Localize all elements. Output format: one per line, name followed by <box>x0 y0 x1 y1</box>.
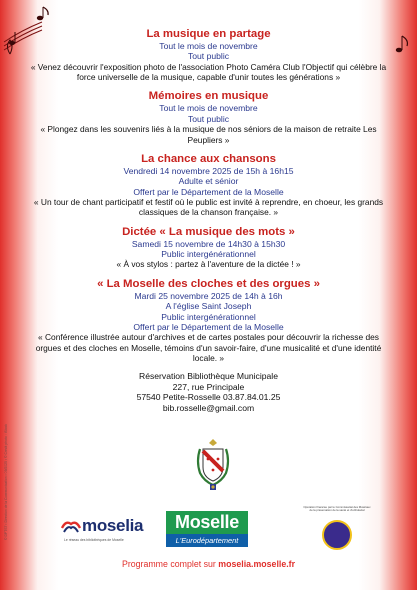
event-title: Mémoires en musique <box>148 90 269 103</box>
event-title: « La Moselle des cloches et des orgues » <box>97 277 320 290</box>
partner-badge-icon <box>322 520 352 550</box>
event-3 <box>28 153 389 218</box>
footer <box>0 559 417 569</box>
event-sponsor: Offert par le Département de la Moselle <box>133 186 284 197</box>
contact-block <box>28 371 389 413</box>
partner-logo[interactable] <box>302 506 372 566</box>
event-audience: Adulte et sénior <box>178 176 239 187</box>
event-title: La musique en partage <box>146 28 271 40</box>
contact-email[interactable]: bib.rosselle@gmail.com <box>162 402 255 413</box>
moselia-book-icon <box>60 514 82 536</box>
moselle-subline: L'Eurodépartement <box>166 534 248 547</box>
event-date: Tout le mois de novembre <box>159 103 258 114</box>
event-title: La chance aux chansons <box>141 152 276 165</box>
events-list <box>28 28 389 413</box>
moselle-wordmark: Moselle <box>166 511 248 534</box>
event-description: « Plongez dans les souvenirs liés à la musique de nos séniors de la maison de retraite Les Peupliers » <box>40 124 377 145</box>
event-audience: Tout public <box>187 51 230 62</box>
event-title: Dictée « La musique des mots » <box>122 225 295 238</box>
event-location: A l'église Saint Joseph <box>165 301 252 312</box>
side-credit: © DPTS7 • Direction de la Communication • 09/2025 • © Crédit photo : iStock <box>4 424 8 540</box>
event-description: « Un tour de chant participatif et festif où le public est invité à reprendre, en choeur, les grands classiques de la chanson française. » <box>33 197 384 218</box>
event-audience: Public intergénérationnel <box>161 311 256 322</box>
event-description: « Venez découvrir l'exposition photo de l'association Photo Caméra Club l'Objectif qui célèbre la force universelle de la musique, capable d'unir toutes les générations » <box>30 61 387 83</box>
partner-text: Opération financée par le Commissariat des Musicaux de la préservation de la santé et d'ortholarial <box>303 505 371 513</box>
event-sponsor: Offert par le Département de la Moselle <box>133 321 284 332</box>
event-4 <box>28 226 389 270</box>
moselle-logo[interactable] <box>166 511 248 549</box>
event-5 <box>28 278 389 364</box>
event-description: « À vos stylos : partez à l'aventure de la dictée ! » <box>116 259 301 270</box>
event-description: « Conférence illustrée autour d'archives et de cartes postales pour découvrir la richesse des orgues et des cloches en Moselle, témoins d'un savoir-faire, d'une musicalité et d'une identité locale. » <box>35 332 382 363</box>
moselia-tagline: Le réseau des bibliothèques de Moselle <box>64 538 124 542</box>
moselia-wordmark: moselia <box>82 516 144 535</box>
event-date: Samedi 15 novembre de 14h30 à 15h30 <box>131 238 286 249</box>
event-date: Tout le mois de novembre <box>159 41 258 51</box>
event-date: Mardi 25 novembre 2025 de 14h à 16h <box>134 290 283 301</box>
event-audience: Tout public <box>187 113 230 124</box>
event-1 <box>28 28 389 82</box>
footer-link[interactable]: moselia.moselle.fr <box>218 559 296 569</box>
moselia-logo[interactable] <box>60 512 142 552</box>
event-2 <box>28 90 389 144</box>
coat-of-arms-icon <box>192 437 234 493</box>
contact-name: Réservation Bibliothèque Municipale <box>138 371 278 382</box>
music-note-icon <box>389 30 415 90</box>
event-date: Vendredi 14 novembre 2025 de 15h à 16h15 <box>123 165 294 176</box>
contact-address: 227, rue Principale <box>172 381 245 392</box>
contact-city-phone[interactable]: 57540 Petite-Rosselle 03.87.84.01.25 <box>136 392 281 403</box>
footer-prefix: Programme complet sur <box>121 559 219 569</box>
event-audience: Public intergénérationnel <box>161 249 256 260</box>
